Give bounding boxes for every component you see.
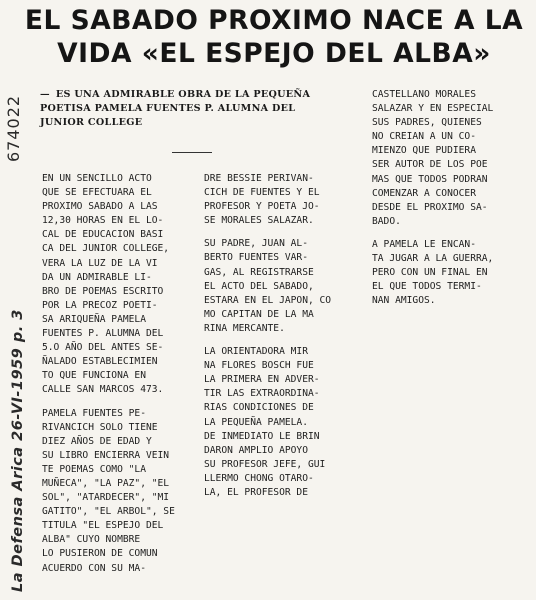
text-line: LA ORIENTADORA MIR — [204, 346, 308, 358]
text-line: DIEZ AÑOS DE EDAD Y — [42, 435, 152, 447]
text-line: DESDE EL PROXIMO SA- — [372, 201, 488, 213]
deck-line-1: — ES UNA ADMIRABLE OBRA DE LA PEQUEÑA — [40, 89, 311, 100]
text-line: DRE BESSIE PERIVAN- — [204, 173, 314, 184]
text-line: NO CREIAN A UN CO- — [372, 131, 476, 143]
archive-number: 674022 — [4, 94, 23, 162]
text-line: SE MORALES SALAZAR. — [204, 215, 314, 227]
text-line: QUE SE EFECTUARA EL — [42, 187, 152, 199]
text-line: LA PRIMERA EN ADVER- — [204, 374, 320, 386]
article-column-3 — [372, 88, 532, 308]
text-line: NA FLORES BOSCH FUE — [204, 360, 314, 372]
article-column-1 — [42, 172, 192, 576]
text-line: CALLE SAN MARCOS 473. — [42, 384, 164, 396]
text-line: TA JUGAR A LA GUERRA, — [372, 253, 494, 265]
text-line: A PAMELA LE ENCAN- — [372, 238, 476, 250]
text-line: LO PUSIERON DE COMUN — [42, 548, 158, 560]
text-line: FUENTES P. ALUMNA DEL — [42, 328, 164, 340]
text-line: SU LIBRO ENCIERRA VEIN — [42, 449, 170, 461]
text-line: LA, EL PROFESOR DE — [204, 486, 308, 498]
text-line: GATITO", "EL ARBOL", SE — [42, 506, 175, 518]
column-2-paragraph-1 — [204, 172, 362, 228]
text-line: SU PADRE, JUAN AL- — [204, 238, 308, 250]
column-2-paragraph-2 — [204, 237, 362, 336]
text-line: MAS QUE TODOS PODRAN — [372, 173, 488, 185]
section-divider — [172, 152, 212, 153]
text-line: RINA MERCANTE. — [204, 322, 285, 334]
text-line: EL ACTO DEL SABADO, — [204, 280, 314, 292]
text-line: BRO DE POEMAS ESCRITO — [42, 285, 164, 297]
text-line: MO CAPITAN DE LA MA — [204, 308, 314, 320]
column-2-paragraph-3 — [204, 345, 362, 500]
handwritten-source-note: La Defensa Arica 26-VI-1959 p. 3 — [10, 309, 26, 592]
text-line: LLERMO CHONG OTARO- — [204, 472, 314, 484]
text-line: DE INMEDIATO LE BRIN — [204, 430, 320, 442]
text-line: 12,30 HORAS EN EL LO- — [42, 215, 164, 227]
text-line: TIR LAS EXTRAORDINA- — [204, 388, 320, 400]
text-line: DA UN ADMIRABLE LI- — [42, 271, 152, 283]
text-line: PROFESOR Y POETA JO- — [204, 201, 320, 213]
text-line: CA DEL JUNIOR COLLEGE, — [42, 243, 170, 255]
text-line: TO QUE FUNCIONA EN — [42, 370, 146, 382]
text-line: RIVANCICH SOLO TIENE — [42, 421, 158, 433]
text-line: EL QUE TODOS TERMI- — [372, 281, 482, 293]
text-line: SA ARIQUEÑA PAMELA — [42, 313, 146, 325]
text-line: CAL DE EDUCACION BASI — [42, 229, 164, 241]
text-line: SUS PADRES, QUIENES — [372, 117, 482, 129]
column-1-paragraph-1 — [42, 172, 192, 398]
text-line: GAS, AL REGISTRARSE — [204, 266, 314, 278]
text-line: POR LA PRECOZ POETI- — [42, 299, 158, 311]
text-line: SALAZAR Y EN ESPECIAL — [372, 103, 494, 115]
text-line: ACUERDO CON SU MA- — [42, 562, 146, 574]
text-line: MIENZO QUE PUDIERA — [372, 145, 476, 157]
headline-line-2: VIDA «EL ESPEJO DEL ALBA» — [57, 38, 491, 69]
deck-line-3: JUNIOR COLLEGE — [40, 117, 143, 128]
text-line: TE POEMAS COMO "LA — [42, 463, 146, 475]
text-line: NAN AMIGOS. — [372, 295, 436, 307]
text-line: EN UN SENCILLO ACTO — [42, 173, 152, 184]
column-1-paragraph-2 — [42, 407, 192, 576]
column-3-paragraph-2 — [372, 238, 532, 308]
text-line: CASTELLANO MORALES — [372, 89, 476, 100]
text-line: RIAS CONDICIONES DE — [204, 402, 314, 414]
text-line: PROXIMO SABADO A LAS — [42, 201, 158, 213]
deck-dash: — — [40, 89, 50, 100]
subheadline-deck — [40, 88, 358, 130]
text-line: ÑALADO ESTABLECIMIEN — [42, 356, 158, 368]
text-line: ESTARA EN EL JAPON, CO — [204, 294, 332, 306]
text-line: PERO CON UN FINAL EN — [372, 267, 488, 279]
text-line: BERTO FUENTES VAR- — [204, 252, 308, 264]
column-3-paragraph-1 — [372, 88, 532, 229]
text-line: TITULA "EL ESPEJO DEL — [42, 520, 164, 532]
text-line: BADO. — [372, 215, 401, 227]
text-line: 5.O AÑO DEL ANTES SE- — [42, 342, 164, 354]
text-line: LA PEQUEÑA PAMELA. — [204, 416, 308, 428]
text-line: MUÑECA", "LA PAZ", "EL — [42, 477, 170, 489]
text-line: PAMELA FUENTES PE- — [42, 407, 146, 419]
deck-line-2: POETISA PAMELA FUENTES P. ALUMNA DEL — [40, 103, 296, 114]
text-line: DARON AMPLIO APOYO — [204, 444, 308, 456]
headline-line-1: EL SABADO PROXIMO NACE A LA — [24, 5, 524, 36]
text-line: ALBA" CUYO NOMBRE — [42, 534, 141, 546]
text-line: SOL", "ATARDECER", "MI — [42, 492, 170, 504]
article-column-2 — [204, 172, 362, 500]
text-line: CICH DE FUENTES Y EL — [204, 187, 320, 199]
text-line: COMENZAR A CONOCER — [372, 187, 476, 199]
text-line: VERA LA LUZ DE LA VI — [42, 257, 158, 269]
headline — [18, 4, 530, 70]
text-line: SU PROFESOR JEFE, GUI — [204, 458, 326, 470]
text-line: SER AUTOR DE LOS POE — [372, 159, 488, 171]
